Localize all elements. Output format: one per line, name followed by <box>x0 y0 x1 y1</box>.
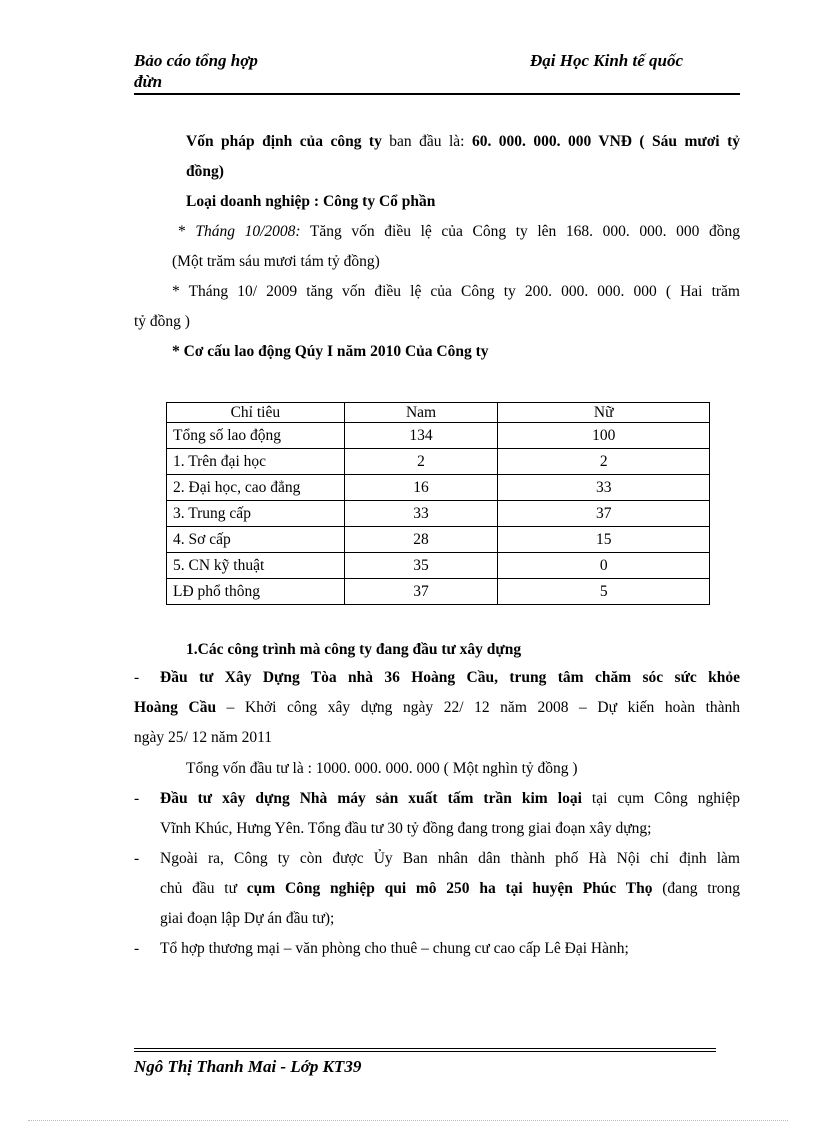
table-row: 4. Sơ cấp 28 15 <box>167 527 710 553</box>
table-row: LĐ phổ thông 37 5 <box>167 579 710 605</box>
table-row: Tổng số lao động 134 100 <box>167 423 710 449</box>
table-row: 2. Đại học, cao đẳng 16 33 <box>167 475 710 501</box>
project-3-line3: giai đoạn lập Dự án đầu tư); <box>160 910 335 927</box>
header-right: Đại Học Kinh tế quốc <box>530 51 684 70</box>
capital-line <box>186 131 740 153</box>
table-row: 1. Trên đại học 2 2 <box>167 449 710 475</box>
company-type: Loại doanh nghiệp : Công ty Cổ phần <box>186 193 436 210</box>
project-1-line2: Hoàng Cầu – Khởi công xây dựng ngày 22/ 12 năm 2008 – Dự kiến hoàn thành <box>134 699 741 716</box>
note-2009: * Tháng 10/ 2009 tăng vốn điều lệ của Công ty 200. 000. 000. 000 ( Hai trăm <box>172 283 740 300</box>
table-row: 3. Trung cấp 33 37 <box>167 501 710 527</box>
footer-rule <box>134 1051 716 1052</box>
project-2-line2: Vĩnh Khúc, Hưng Yên. Tổng đầu tư 30 tỷ đồng đang trong giai đoạn xây dựng; <box>160 820 652 837</box>
note-2008-cont: (Một trăm sáu mươi tám tỷ đồng) <box>172 253 380 270</box>
capital-cont: đồng) <box>186 163 224 180</box>
project-3-line2: chủ đầu tư cụm Công nghiệp qui mô 250 ha tại huyện Phúc Thọ (đang trong <box>160 880 741 897</box>
project-1: Đầu tư Xây Dựng Tòa nhà 36 Hoàng Cầu, trung tâm chăm sóc sức khỏe <box>160 669 740 686</box>
col-header: Chỉ tiêu <box>167 403 345 423</box>
capital-text: ban đầu là: <box>381 133 472 150</box>
bullet-dash: - <box>134 790 140 807</box>
header-rule <box>134 93 740 95</box>
footer-rule <box>134 1048 716 1049</box>
note-2008: * Tháng 10/2008: Tăng vốn điều lệ của Công ty lên 168. 000. 000. 000 đồng <box>178 223 741 240</box>
header-title-cont: đừn <box>134 72 163 91</box>
structure-title: * Cơ cấu lao động Qúy I năm 2010 Của Công ty <box>172 343 489 360</box>
project-1-line3: ngày 25/ 12 năm 2011 <box>134 729 273 746</box>
table-row: 5. CN kỹ thuật 35 0 <box>167 553 710 579</box>
project-2: Đầu tư xây dựng Nhà máy sản xuất tấm trần kim loại tại cụm Công nghiệp <box>160 790 740 807</box>
note-2008-label: Tháng 10/2008: <box>195 223 301 240</box>
bullet-dash: - <box>134 940 140 957</box>
bullet-dash: - <box>134 669 140 686</box>
page-edge <box>28 1120 788 1121</box>
header-title: Bảo cáo tổng hợp <box>134 51 258 70</box>
project-3: Ngoài ra, Công ty còn được Ủy Ban nhân dân thành phố Hà Nội chỉ định làm <box>160 850 740 867</box>
total-investment: Tổng vốn đầu tư là : 1000. 000. 000. 000 ( Một nghìn tỷ đồng ) <box>186 760 578 777</box>
col-header: Nữ <box>498 403 710 423</box>
project-4: Tổ hợp thương mại – văn phòng cho thuê – chung cư cao cấp Lê Đại Hành; <box>160 940 629 957</box>
bullet-dash: - <box>134 850 140 867</box>
note-2009-cont: tỷ đồng ) <box>134 313 190 330</box>
projects-heading: 1.Các công trình mà công ty đang đầu tư xây dựng <box>186 641 522 658</box>
col-header: Nam <box>344 403 498 423</box>
header-left <box>134 50 258 92</box>
table-header-row <box>167 403 710 423</box>
labor-table <box>166 402 710 605</box>
capital-label: Vốn pháp định của công ty <box>186 133 382 150</box>
capital-value: 60. 000. 000. 000 VNĐ ( Sáu mươi tỷ <box>471 133 740 150</box>
footer-author: Ngô Thị Thanh Mai - Lớp KT39 <box>134 1057 362 1076</box>
